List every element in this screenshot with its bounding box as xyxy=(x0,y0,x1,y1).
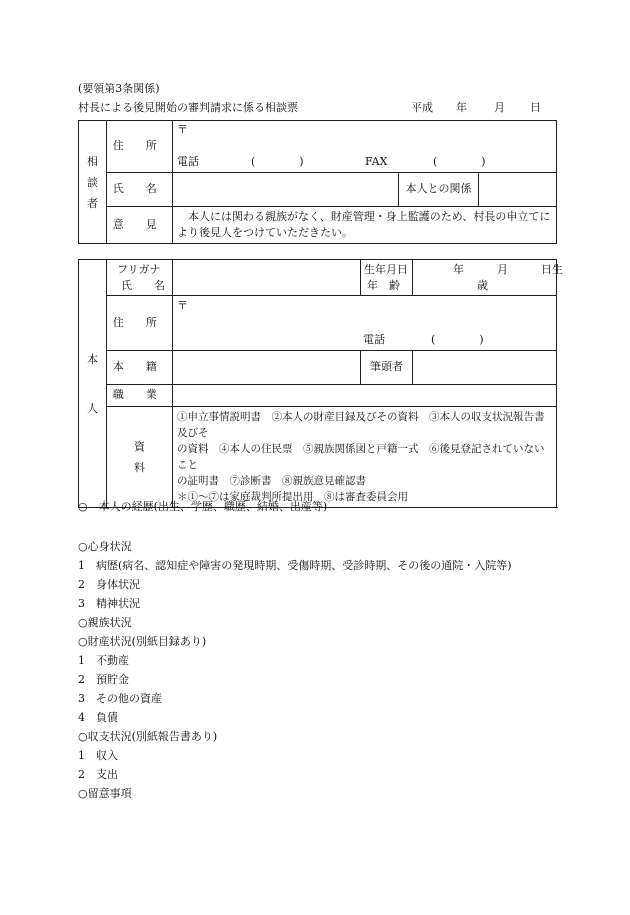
materials-note: ＊①～⑦は家庭裁判所提出用 ⑧は審査委員会用 xyxy=(177,491,408,503)
person-table xyxy=(78,259,563,508)
postal-mark: 〒 xyxy=(177,123,188,136)
person-phone-field[interactable]: ( ) xyxy=(431,333,484,346)
person-address-label: 住 所 xyxy=(107,296,173,351)
section-notes: ○留意事項 xyxy=(78,787,132,800)
assets-item-1: 1 不動産 xyxy=(78,654,129,667)
section-mind-body: ○心身状況 xyxy=(78,540,132,553)
person-name-label: 氏 名 xyxy=(121,279,165,292)
person-phone-label: 電話 xyxy=(363,333,385,346)
postal-mark: 〒 xyxy=(177,299,188,312)
form-reference-note: (要領第3条関係) xyxy=(78,82,160,95)
date-era: 平成 xyxy=(411,101,433,114)
job-field[interactable] xyxy=(173,385,557,407)
materials-line: の証明書 ⑦診断書 ⑧親族意見確認書 xyxy=(177,475,366,487)
section-history: ○ 本人の経歴(出生、学歴、職歴、結婚、出産等) xyxy=(78,500,328,513)
consultant-phone-label: 電話 xyxy=(177,155,199,168)
domicile-field[interactable] xyxy=(173,351,361,385)
consultant-opinion-text: 本人には関わる親族がなく、財産管理・身上監護のため、村長の申立てにより後見人をつけていただきたい。 xyxy=(173,207,557,244)
mind-item-1: 1 病歴(病名、認知症や障害の発現時期、受傷時期、受診時期、その後の通院・入院等) xyxy=(78,559,512,572)
date-month: 月 xyxy=(494,101,505,114)
consultant-name-field[interactable] xyxy=(173,173,399,207)
consultant-side-label: 相 談 者 xyxy=(79,121,107,244)
date-year: 年 xyxy=(456,101,467,114)
domicile-label: 本 籍 xyxy=(107,351,173,385)
person-address-field[interactable] xyxy=(173,296,557,351)
birth-age-label-cell xyxy=(361,260,413,296)
materials-line: ①申立事情説明書 ②本人の財産目録及びその資料 ③本人の収支状況報告書及びそ xyxy=(177,411,545,439)
consultant-name-label: 氏 名 xyxy=(107,173,173,207)
consultant-phone-field[interactable]: ( ) xyxy=(251,155,304,168)
income-item-1: 1 収入 xyxy=(78,749,118,762)
section-income: ○収支状況(別紙報告書あり) xyxy=(78,730,218,743)
assets-item-3: 3 その他の資産 xyxy=(78,692,162,705)
furigana-label: フリガナ xyxy=(117,263,161,276)
person-side-label: 本 人 xyxy=(79,260,107,508)
age-value: 歳 xyxy=(477,279,488,292)
materials-side-label: 資 料 xyxy=(107,407,173,508)
materials-list xyxy=(173,407,557,508)
section-assets: ○財産状況(別紙目録あり) xyxy=(78,635,207,648)
job-label: 職 業 xyxy=(107,385,173,407)
household-head-label: 筆頭者 xyxy=(361,351,413,385)
household-head-field[interactable] xyxy=(413,351,557,385)
materials-line: の資料 ④本人の住民票 ⑤親族関係図と戸籍一式 ⑥後見登記されていないこと xyxy=(177,443,545,471)
mind-item-3: 3 精神状況 xyxy=(78,597,140,610)
consultant-relation-label: 本人との関係 xyxy=(399,173,479,207)
consultant-relation-field[interactable] xyxy=(479,173,557,207)
birth-value: 年 月 日生 xyxy=(453,263,563,276)
section-family: ○親族状況 xyxy=(78,616,132,629)
form-title-line xyxy=(78,101,556,117)
assets-item-2: 2 預貯金 xyxy=(78,673,129,686)
assets-item-4: 4 負債 xyxy=(78,711,118,724)
consultant-opinion-label: 意 見 xyxy=(107,207,173,244)
consultant-fax-label: FAX xyxy=(365,155,388,168)
mind-item-2: 2 身体状況 xyxy=(78,578,140,591)
consultant-address-field[interactable] xyxy=(173,121,557,173)
form-title: 村長による後見開始の審判請求に係る相談票 xyxy=(78,101,298,114)
birth-age-field[interactable] xyxy=(413,260,563,296)
consultant-table xyxy=(78,120,557,244)
birth-label: 生年月日 xyxy=(364,263,408,276)
consultant-fax-field[interactable]: ( ) xyxy=(433,155,486,168)
person-name-label-cell xyxy=(107,260,173,296)
age-label: 年 齢 xyxy=(367,279,400,292)
date-day: 日 xyxy=(530,101,541,114)
income-item-2: 2 支出 xyxy=(78,768,118,781)
consultant-address-label: 住 所 xyxy=(107,121,173,173)
person-name-field[interactable] xyxy=(173,260,361,296)
